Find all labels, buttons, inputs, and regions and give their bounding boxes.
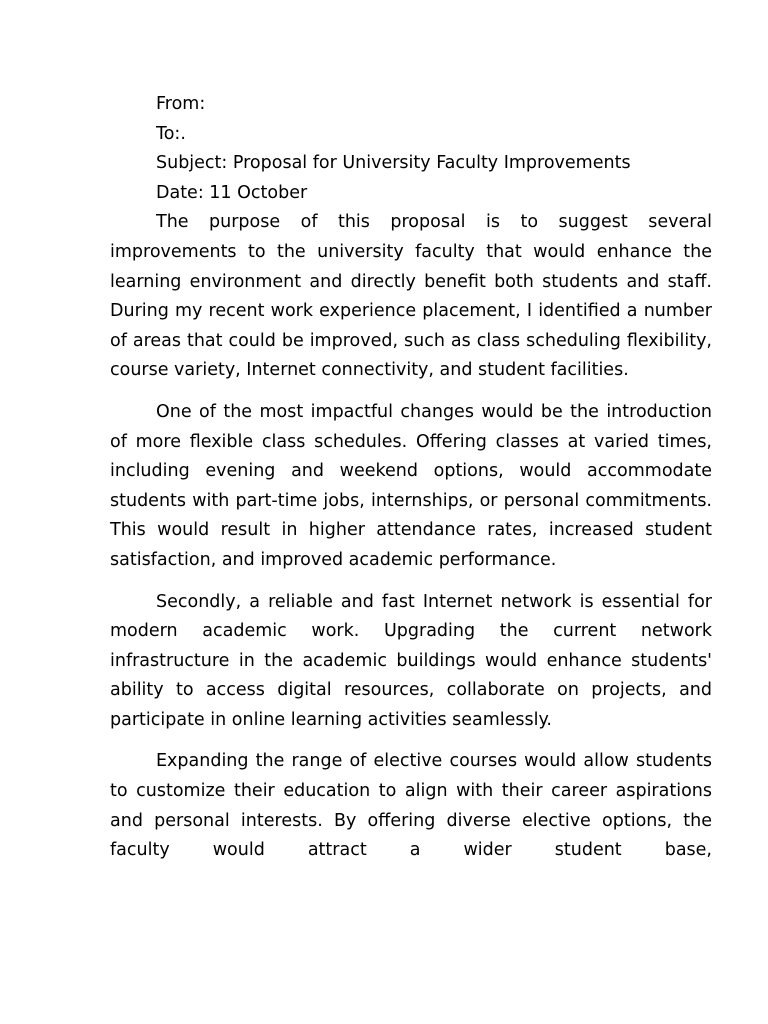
subject-line: Subject: Proposal for University Faculty Improvements <box>156 153 631 174</box>
date-line: Date: 11 October <box>156 182 308 203</box>
paragraph-purpose: The purpose of this proposal is to suggest several improvements to the university faculty that would enhance the learning environment and directly benefit both students and staff. During my recent work experience placement, I identified a number of areas that could be improved, such as class scheduling flexibility, course variety, Internet connectivity, and student facilities. <box>110 212 712 381</box>
paragraph-elective-courses: Expanding the range of elective courses would allow students to customize their education to align with their career aspirations and personal interests. By offering diverse elective options, the faculty would attract a wider student base, <box>110 751 712 861</box>
paragraph-flexible-schedules: One of the most impactful changes would be the introduction of more flexible class schedules. Offering classes at varied times, including evening and weekend options, would accommodate students with part-time jobs, internships, or personal commitments. This would result in higher attendance rates, increased student satisfaction, and improved academic performance. <box>110 401 712 570</box>
paragraph-internet-network: Secondly, a reliable and fast Internet network is essential for modern academic work. Upgrading the current network infrastructure in the academic buildings would enhance students' ability to access digital resources, collaborate on projects, and participate in online learning activities seamlessly. <box>110 591 712 730</box>
to-line: To:. <box>156 123 186 144</box>
from-line: From: <box>156 94 206 114</box>
memo-body <box>110 90 712 866</box>
